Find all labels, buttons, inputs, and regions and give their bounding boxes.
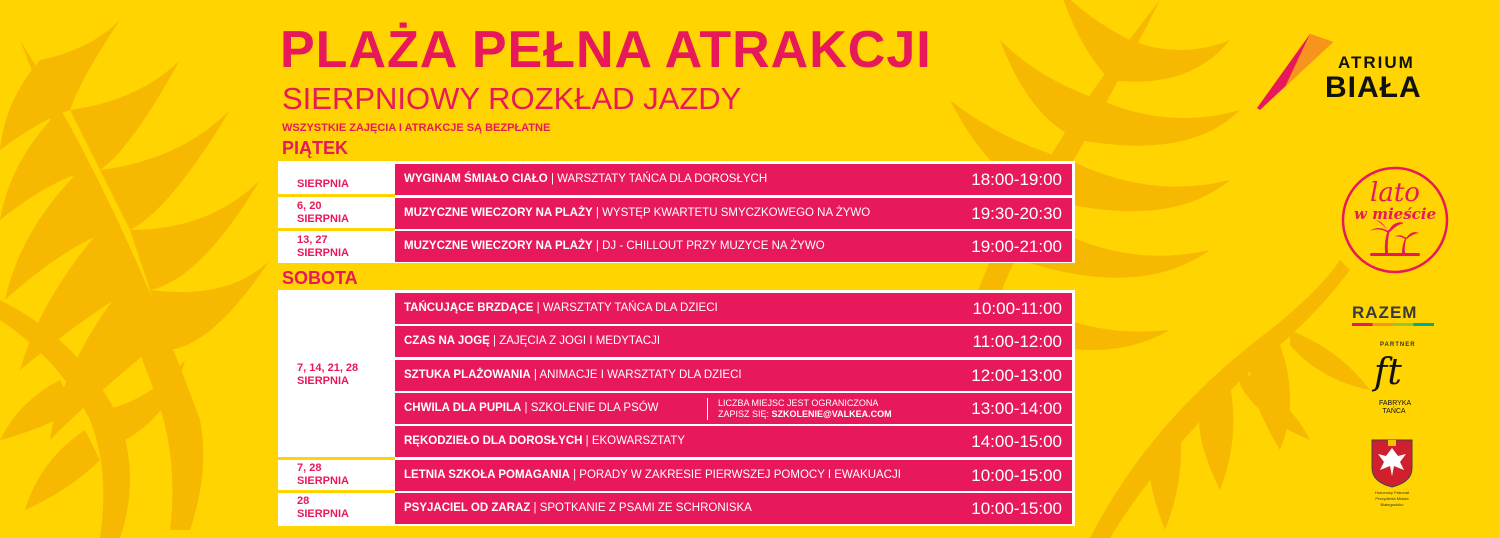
registration-note [707, 398, 892, 420]
date-cell: SIERPNIA [297, 178, 349, 190]
schedule-row [395, 198, 1072, 229]
signup-email: SZKOLENIE@VALKEA.COM [771, 409, 892, 419]
event-name: RĘKODZIEŁO DLA DOROSŁYCH [404, 435, 583, 447]
event-desc: | ANIMACJE I WARSZTATY DLA DZIECI [530, 369, 742, 381]
event-desc: | SZKOLENIE DLA PSÓW [521, 402, 659, 414]
schedule-row [395, 360, 1072, 391]
page-title: PLAŻA PEŁNA ATRAKCJI [280, 21, 932, 79]
event-text [404, 293, 718, 324]
event-text [404, 393, 659, 424]
schedule-row [395, 426, 1072, 457]
event-time: 12:00-13:00 [971, 366, 1062, 385]
signup-line [718, 409, 892, 420]
date-cell: 7, 28 SIERPNIA [297, 462, 349, 487]
day-header-saturday: SOBOTA [282, 268, 358, 288]
event-time: 10:00-15:00 [971, 499, 1062, 518]
schedule-row [395, 164, 1072, 195]
event-text [404, 326, 660, 357]
fabryka-tanca-logo: ft [1374, 352, 1402, 393]
schedule-row [395, 460, 1072, 491]
lato-word: lato [1370, 178, 1420, 208]
lato-logo-text [1340, 180, 1450, 222]
event-name: SZTUKA PLAŻOWANIA [404, 369, 531, 381]
divider [278, 194, 395, 197]
divider [278, 457, 395, 460]
w-miescie-word: w mieście [1353, 205, 1437, 223]
event-name: MUZYCZNE WIECZORY NA PLAŻY [404, 240, 593, 252]
event-desc: | DJ - CHILLOUT PRZY MUZYCE NA ŻYWO [592, 240, 825, 252]
event-name: LETNIA SZKOŁA POMAGANIA [404, 469, 570, 481]
fabryka-tanca-text: FABRYKA TAŃCA [1379, 400, 1412, 415]
razem-logo: RAZEM [1352, 303, 1418, 322]
event-desc: | ZAJĘCIA Z JOGI I MEDYTACJI [489, 335, 661, 347]
date-cell: 6, 20 SIERPNIA [297, 200, 349, 225]
event-desc: | WARSZTATY TAŃCA DLA DOROSŁYCH [547, 173, 768, 185]
event-time: 19:30-20:30 [971, 204, 1062, 223]
limited-places-text: LICZBA MIEJSC JEST OGRANICZONA [718, 398, 879, 408]
event-time: 11:00-12:00 [972, 332, 1062, 351]
saturday-schedule [278, 290, 1075, 526]
schedule-row [395, 293, 1072, 324]
schedule-row [395, 393, 1072, 424]
event-text [404, 198, 870, 229]
razem-logo-bar [1352, 323, 1434, 326]
event-text [404, 426, 685, 457]
free-note: WSZYSTKIE ZAJĘCIA I ATRAKCJE SĄ BEZPŁATNE [282, 122, 551, 134]
divider [278, 228, 395, 231]
schedule-row [395, 326, 1072, 357]
event-time: 14:00-15:00 [971, 432, 1062, 451]
event-time: 13:00-14:00 [971, 399, 1062, 418]
event-time: 10:00-11:00 [972, 299, 1062, 318]
event-desc: | SPOTKANIE Z PSAMI ZE SCHRONISKA [530, 502, 752, 514]
patronage-caption: Honorowy Patronat Prezydenta Miasta Białegostoku [1374, 490, 1410, 507]
event-desc: | EKOWARSZTATY [582, 435, 685, 447]
event-text [404, 231, 825, 262]
event-name: MUZYCZNE WIECZORY NA PLAŻY [404, 207, 593, 219]
page-subtitle: SIERPNIOWY ROZKŁAD JAZDY [282, 81, 742, 116]
event-text [404, 164, 767, 195]
event-name: PSYJACIEL OD ZARAZ [404, 502, 531, 514]
atrium-logo-text: ATRIUM [1338, 53, 1415, 72]
event-desc: | WARSZTATY TAŃCA DLA DZIECI [533, 302, 718, 314]
schedule-row [395, 231, 1072, 262]
event-time: 10:00-15:00 [971, 466, 1062, 485]
biala-logo-text: BIAŁA [1325, 71, 1422, 104]
event-name: CHWILA DLA PUPILA [404, 402, 522, 414]
date-cell: 28 SIERPNIA [297, 495, 349, 520]
event-text [404, 460, 901, 491]
partner-label: PARTNER [1380, 342, 1416, 348]
date-cell: 7, 14, 21, 28 SIERPNIA [297, 362, 359, 387]
date-cell: 13, 27 SIERPNIA [297, 234, 349, 259]
event-name: TAŃCUJĄCE BRZDĄCE [404, 302, 534, 314]
event-name: WYGINAM ŚMIAŁO CIAŁO [404, 173, 548, 185]
divider [278, 490, 395, 493]
event-text [404, 493, 752, 524]
day-header-friday: PIĄTEK [282, 138, 349, 158]
event-name: CZAS NA JOGĘ [404, 335, 490, 347]
event-text [404, 360, 742, 391]
friday-schedule [278, 161, 1075, 263]
event-desc: | WYSTĘP KWARTETU SMYCZKOWEGO NA ŻYWO [592, 207, 871, 219]
city-crest-icon [1370, 438, 1414, 488]
schedule-row [395, 493, 1072, 524]
event-time: 18:00-19:00 [971, 170, 1062, 189]
event-time: 19:00-21:00 [971, 237, 1062, 256]
event-desc: | PORADY W ZAKRESIE PIERWSZEJ POMOCY I EWAKUACJI [569, 469, 901, 481]
signup-prefix: ZAPISZ SIĘ: [718, 409, 772, 419]
